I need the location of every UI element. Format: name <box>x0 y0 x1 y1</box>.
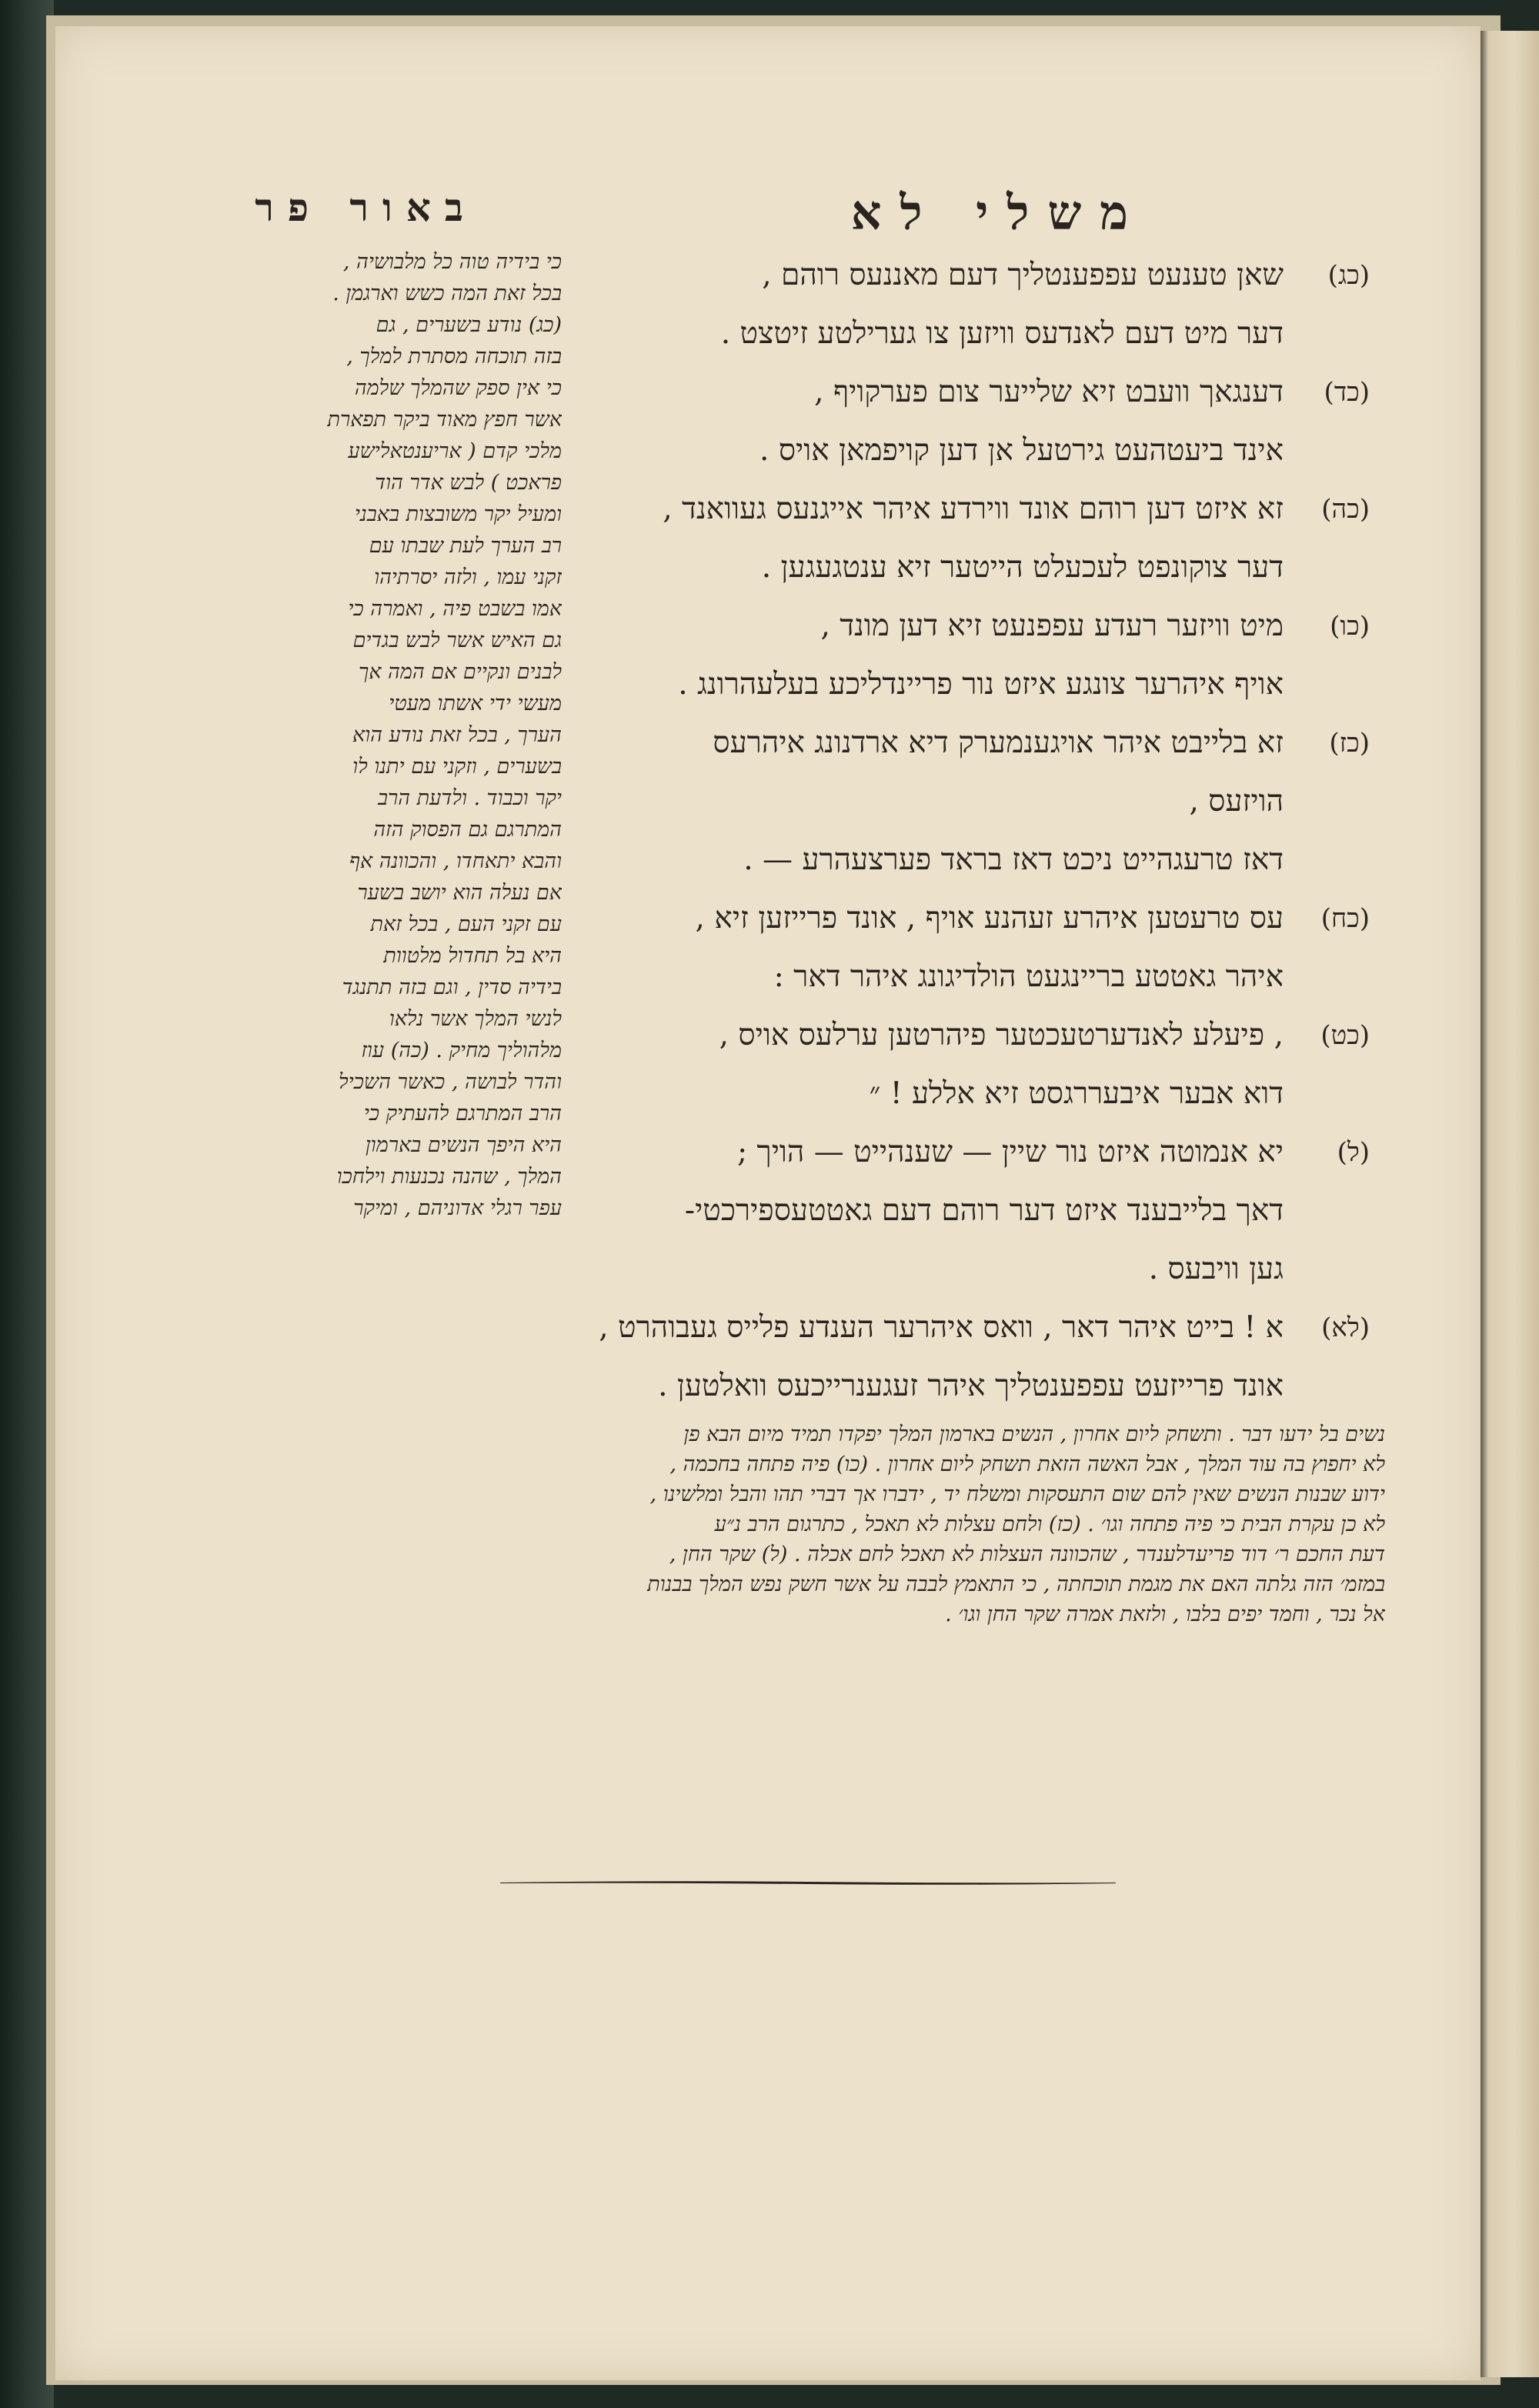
verse <box>569 1123 1370 1299</box>
verse <box>569 1006 1370 1123</box>
verse-number: (כד) <box>1324 377 1370 408</box>
commentary-line: כי אין ספק שהמלך שלמה <box>354 376 562 400</box>
commentary-line: היא בל תחדול מלטוות <box>383 944 562 968</box>
verse-line: דער צוקונפט לעכעלט הייטער זיא ענטגעגען . <box>761 550 1284 585</box>
verse <box>569 714 1370 889</box>
decorative-rule <box>500 1879 1116 1886</box>
commentary-line: המתרגם גם הפסוק הזה <box>373 818 562 842</box>
commentary-line: פראכט ) לבש אדר הוד <box>375 471 562 495</box>
verse-line: זא איזט דען רוהם אונד ווירדע איהר אייגנעס געוואנד , <box>663 492 1284 526</box>
verse-number: (לא) <box>1321 1312 1370 1343</box>
verse-number: (כו) <box>1330 611 1370 642</box>
commentary-line: מעשי ידי אשתו מעטי <box>389 692 562 715</box>
verse-line: זא בלייבט איהר אויגענמערק דיא ארדנונג איהרעס <box>713 725 1284 760</box>
verse-line: דאך בלייבענד איזט דער רוהם דעם גאטטעספירכטי- <box>684 1193 1284 1228</box>
verse-line: דענגאך וועבט זיא שלייער צום פערקויף , <box>814 375 1284 409</box>
verse-line: דאז טרעגהייט ניכט דאז בראד פערצעהרע — . <box>743 842 1284 877</box>
main-text-column <box>569 246 1370 1416</box>
verse-line: הויזעס , <box>1189 784 1284 819</box>
verse-line: שאן טענעט עפפענטליך דעם מאננעס רוהם , <box>762 258 1284 292</box>
commentary-line: ידוע שבנות הנשים שאין להם שום התעסקות ומשלח יד , ידברו אך דברי תהו והבל ומלשינו , <box>649 1482 1385 1506</box>
commentary-line: אם נעלה הוא יושב בשער <box>357 881 562 905</box>
commentary-line: מלהוליך מחיק . (כה) עוז <box>361 1039 562 1062</box>
commentary-line: ומעיל יקר משובצות באבני <box>354 502 562 526</box>
verse-line: עס טרעטען איהרע זעהנע אויף , אונד פרייזען זיא , <box>695 901 1284 936</box>
commentary-line: זקני עמו , ולזה יסרתיהו <box>374 565 562 589</box>
commentary-line: רב הערך לעת שבתו עם <box>369 534 562 558</box>
commentary-line: והבא יתאחדו , והכוונה אף <box>349 849 562 873</box>
commentary-line: לבנים ונקיים אם המה אך <box>359 660 562 684</box>
running-head-commentary: באור פר <box>255 185 477 230</box>
running-head-main: משלי לא <box>850 185 1147 241</box>
commentary-line: נשים בל ידעו דבר . ותשחק ליום אחרון , הנשים בארמון המלך יפקדו תמיד מיום הבא פן <box>683 1422 1385 1446</box>
verse <box>569 246 1370 363</box>
commentary-line: המלך , שהנה נכנעות וילחכו <box>336 1165 562 1189</box>
commentary-line: דעת החכם ר׳ דוד פריעדלענדר , שהכוונה העצלות לא תאכל לחם אכלה . (ל) שקר החן , <box>669 1543 1385 1566</box>
verse-number: (כח) <box>1320 903 1370 934</box>
commentary-line: לא כן עקרת הבית כי פיה פתחה וגו׳ . (כז) ולחם עצלות לא תאכל , כתרגום הרב נ״ע <box>714 1513 1385 1536</box>
commentary-line: לנשי המלך אשר נלאו <box>389 1007 562 1031</box>
verse <box>569 363 1370 480</box>
commentary-line: הרב המתרגם להעתיק כי <box>363 1102 562 1126</box>
verse-number: (ל) <box>1337 1137 1370 1168</box>
verse-number: (כז) <box>1329 728 1370 759</box>
commentary-line: בשערים , וזקני עם יתנו לו <box>352 755 562 779</box>
commentary-line: (כג) נודע בשערים , גם <box>376 313 562 337</box>
commentary-line: אמו בשבט פיה , ואמרה כי <box>348 597 562 621</box>
commentary-line: מלכי קדם ( אריענטאלישע <box>348 439 562 463</box>
commentary-line: בזה תוכחה מסתרת למלך , <box>346 345 562 369</box>
verse-line: אינד ביעטהעט גירטעל אן דען קויפמאן אויס . <box>759 433 1284 468</box>
commentary-line: והדר לבושה , כאשר השכיל <box>339 1070 562 1094</box>
verse-line: , פיעלע לאנדערטעכטער פיהרטען ערלעס אויס , <box>719 1018 1284 1052</box>
next-page-edge <box>1477 31 1539 2377</box>
commentary-line: יקר וכבוד . ולדעת הרב <box>378 786 562 810</box>
verse-line: אויף איהרער צונגע איזט נור פריינדליכע בעלעהרונג . <box>678 667 1284 702</box>
verse <box>569 597 1370 714</box>
verse-line: גען וויבעס . <box>1148 1252 1284 1286</box>
verse-number: (כה) <box>1321 494 1370 525</box>
commentary-line: היא היפך הנשים בארמון <box>365 1133 562 1157</box>
commentary-line: עם זקני העם , בכל זאת <box>370 912 562 936</box>
commentary-line: הערך , בכל זאת נודע הוא <box>352 723 562 747</box>
commentary-line: לא יחפוץ בה עוד המלך , אבל האשה הזאת תשחק ליום אחרון . (כו) פיה פתחה בחכמה , <box>669 1452 1385 1476</box>
verse-number: (כג) <box>1327 260 1370 291</box>
commentary-line: עפר רגלי אדוניהם , ומיקר <box>353 1196 562 1220</box>
commentary-line: אשר חפץ מאוד ביקר תפארת <box>327 408 562 432</box>
verse <box>569 480 1370 597</box>
verse-line: דער מיט דעם לאנדעס וויזען צו גערילטע זיטצט . <box>720 316 1284 351</box>
side-commentary-column <box>231 246 562 1224</box>
verse-line: א ! בייט איהר דאר , וואס איהרער הענדע פלייס געבוהרט , <box>599 1310 1284 1345</box>
verse-line: יא אנמוטה איזט נור שיין — שענהייט — הויך ; <box>737 1135 1284 1169</box>
verse <box>569 1299 1370 1416</box>
commentary-line: אל נכר , וחמד יפים בלבו , ולזאת אמרה שקר החן וגו׳ . <box>945 1603 1385 1626</box>
bottom-commentary-block <box>231 1419 1385 1629</box>
verse <box>569 889 1370 1006</box>
verse-line: אונד פרייזעט עפפענטליך איהר זעגענרייכעס וואלטען . <box>658 1369 1284 1403</box>
commentary-line: כי בידיה טוה כל מלבושיה , <box>342 250 562 274</box>
verse-number: (כט) <box>1320 1020 1370 1051</box>
commentary-line: בידיה סדין , וגם בזה תתנגד <box>342 976 562 999</box>
commentary-line: במזמ׳ הזה גלתה האם את מגמת תוכחתה , כי התאמץ לבבה על אשר חשק נפש המלך בבנות <box>647 1573 1385 1596</box>
verse-line: מיט וויזער רעדע עפפנעט זיא דען מונד , <box>820 609 1284 643</box>
verse-line: איהר גאטטע בריינגעט הולדיגונג איהר דאר : <box>773 959 1284 994</box>
commentary-line: גם האיש אשר לבש בגדים <box>352 629 562 652</box>
verse-line: דוא אבער איבעררגסט זיא אללע ! ״ <box>869 1076 1284 1111</box>
commentary-line: בכל זאת המה כשש וארגמן . <box>332 282 562 305</box>
